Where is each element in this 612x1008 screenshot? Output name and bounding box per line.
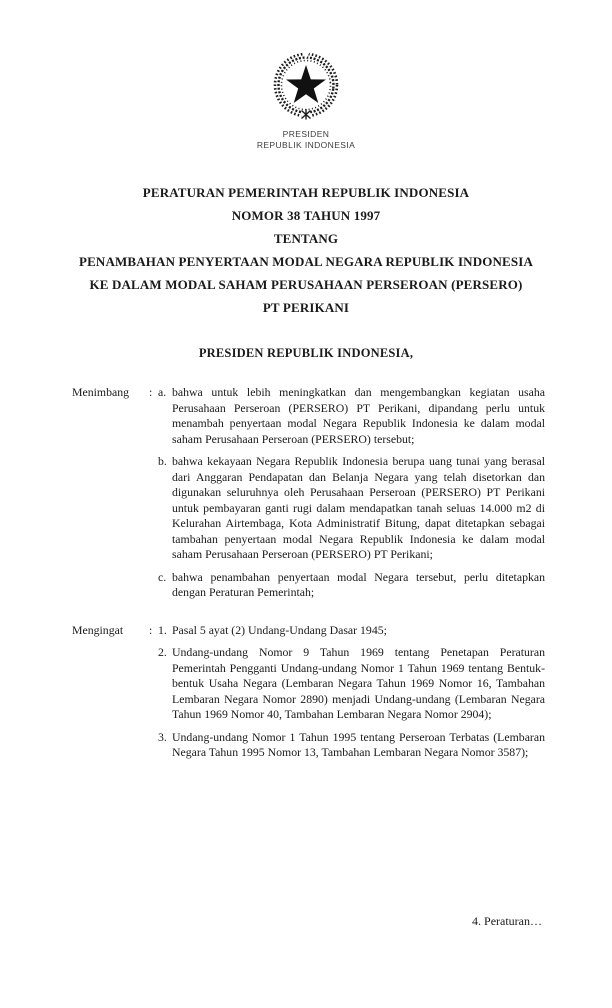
section-colon: :: [149, 385, 153, 399]
consideration-item-c: [158, 570, 545, 601]
consideration-items: [158, 385, 545, 601]
section-menimbang: [72, 385, 545, 601]
letterhead: [0, 0, 612, 151]
item-text: bahwa untuk lebih meningkatkan dan mengembangkan kegiatan usaha Perusahaan Perseroan (PERSERO) PT Perikani, dipandang perlu untuk menambah penyertaan modal Negara Republik Indonesia ke dalam modal saham Perusahaan Perseroan (PERSERO) tersebut;: [172, 385, 545, 446]
item-text: Pasal 5 ayat (2) Undang-Undang Dasar 1945;: [172, 622, 387, 637]
legal-basis-item-2: [158, 645, 545, 723]
letterhead-caption-line1: PRESIDEN: [282, 129, 330, 139]
legal-basis-item-1: [158, 623, 545, 639]
section-colon: :: [149, 622, 153, 637]
section-label: Menimbang: [72, 385, 130, 399]
item-marker: b.: [158, 454, 167, 468]
title-line-5: KE DALAM MODAL SAHAM PERUSAHAAN PERSEROAN (PERSERO): [89, 277, 523, 292]
document-title: [0, 181, 612, 319]
title-line-4: PENAMBAHAN PENYERTAAN MODAL NEGARA REPUBLIK INDONESIA: [79, 254, 533, 269]
item-marker: 1.: [158, 622, 167, 637]
title-line-6: PT PERIKANI: [262, 300, 350, 315]
legal-basis-items: [158, 623, 545, 761]
page-catchword: 4. Peraturan…: [472, 914, 542, 928]
document-body: [72, 385, 545, 761]
item-text: bahwa kekayaan Negara Republik Indonesia berupa uang tunai yang berasal dari Anggaran Pendapatan dan Belanja Negara yang telah disetorkan dan digunakan seluruhnya oleh Perusahaan Perseroan (PERSERO) PT Perikani untuk pembayaran ganti rugi dalam mendapatkan tanah seluas 14.000 m2 di Kelurahan Airtembaga, Kota Administratif Bitung, dapat ditetapkan sebagai tambahan penyertaan modal Negara Republik Indonesia ke dalam modal saham Perusahaan Perseroan (PERSERO) PT Perikani;: [172, 454, 545, 561]
section-label: Mengingat: [72, 622, 124, 637]
title-line-1: PERATURAN PEMERINTAH REPUBLIK INDONESIA: [142, 185, 470, 200]
item-text: Undang-undang Nomor 1 Tahun 1995 tentang Perseroan Terbatas (Lembaran Negara Tahun 1995 Nomor 13, Tambahan Lembaran Negara Nomor 3587);: [172, 729, 545, 759]
item-text: Undang-undang Nomor 9 Tahun 1969 tentang Penetapan Peraturan Pemerintah Pengganti Undang-undang Nomor 1 Tahun 1969 tentang Bentuk-bentuk Usaha Negara (Lembaran Negara Tahun 1969 Nomor 16, Tambahan Lembaran Negara Nomor 2890) menjadi Undang-undang (Lembaran Negara Tahun 1969 Nomor 40, Tambahan Lembaran Negara Nomor 2904);: [172, 645, 545, 721]
item-marker: 3.: [158, 729, 167, 744]
consideration-item-b: [158, 454, 545, 563]
letterhead-caption-line2: REPUBLIK INDONESIA: [256, 140, 356, 150]
title-line-3: TENTANG: [273, 231, 339, 246]
item-marker: 2.: [158, 645, 167, 659]
salutation: PRESIDEN REPUBLIK INDONESIA,: [198, 346, 414, 360]
title-line-2: NOMOR 38 TAHUN 1997: [231, 208, 381, 223]
section-mengingat: [72, 623, 545, 761]
consideration-item-a: [158, 385, 545, 447]
letterhead-caption: [0, 129, 612, 151]
star-wreath-emblem-icon: [266, 46, 346, 124]
item-marker: a.: [158, 385, 167, 399]
item-text: bahwa penambahan penyertaan modal Negara tersebut, perlu ditetapkan dengan Peraturan Pemerintah;: [172, 569, 545, 599]
item-marker: c.: [158, 569, 167, 584]
legal-basis-item-3: [158, 730, 545, 761]
